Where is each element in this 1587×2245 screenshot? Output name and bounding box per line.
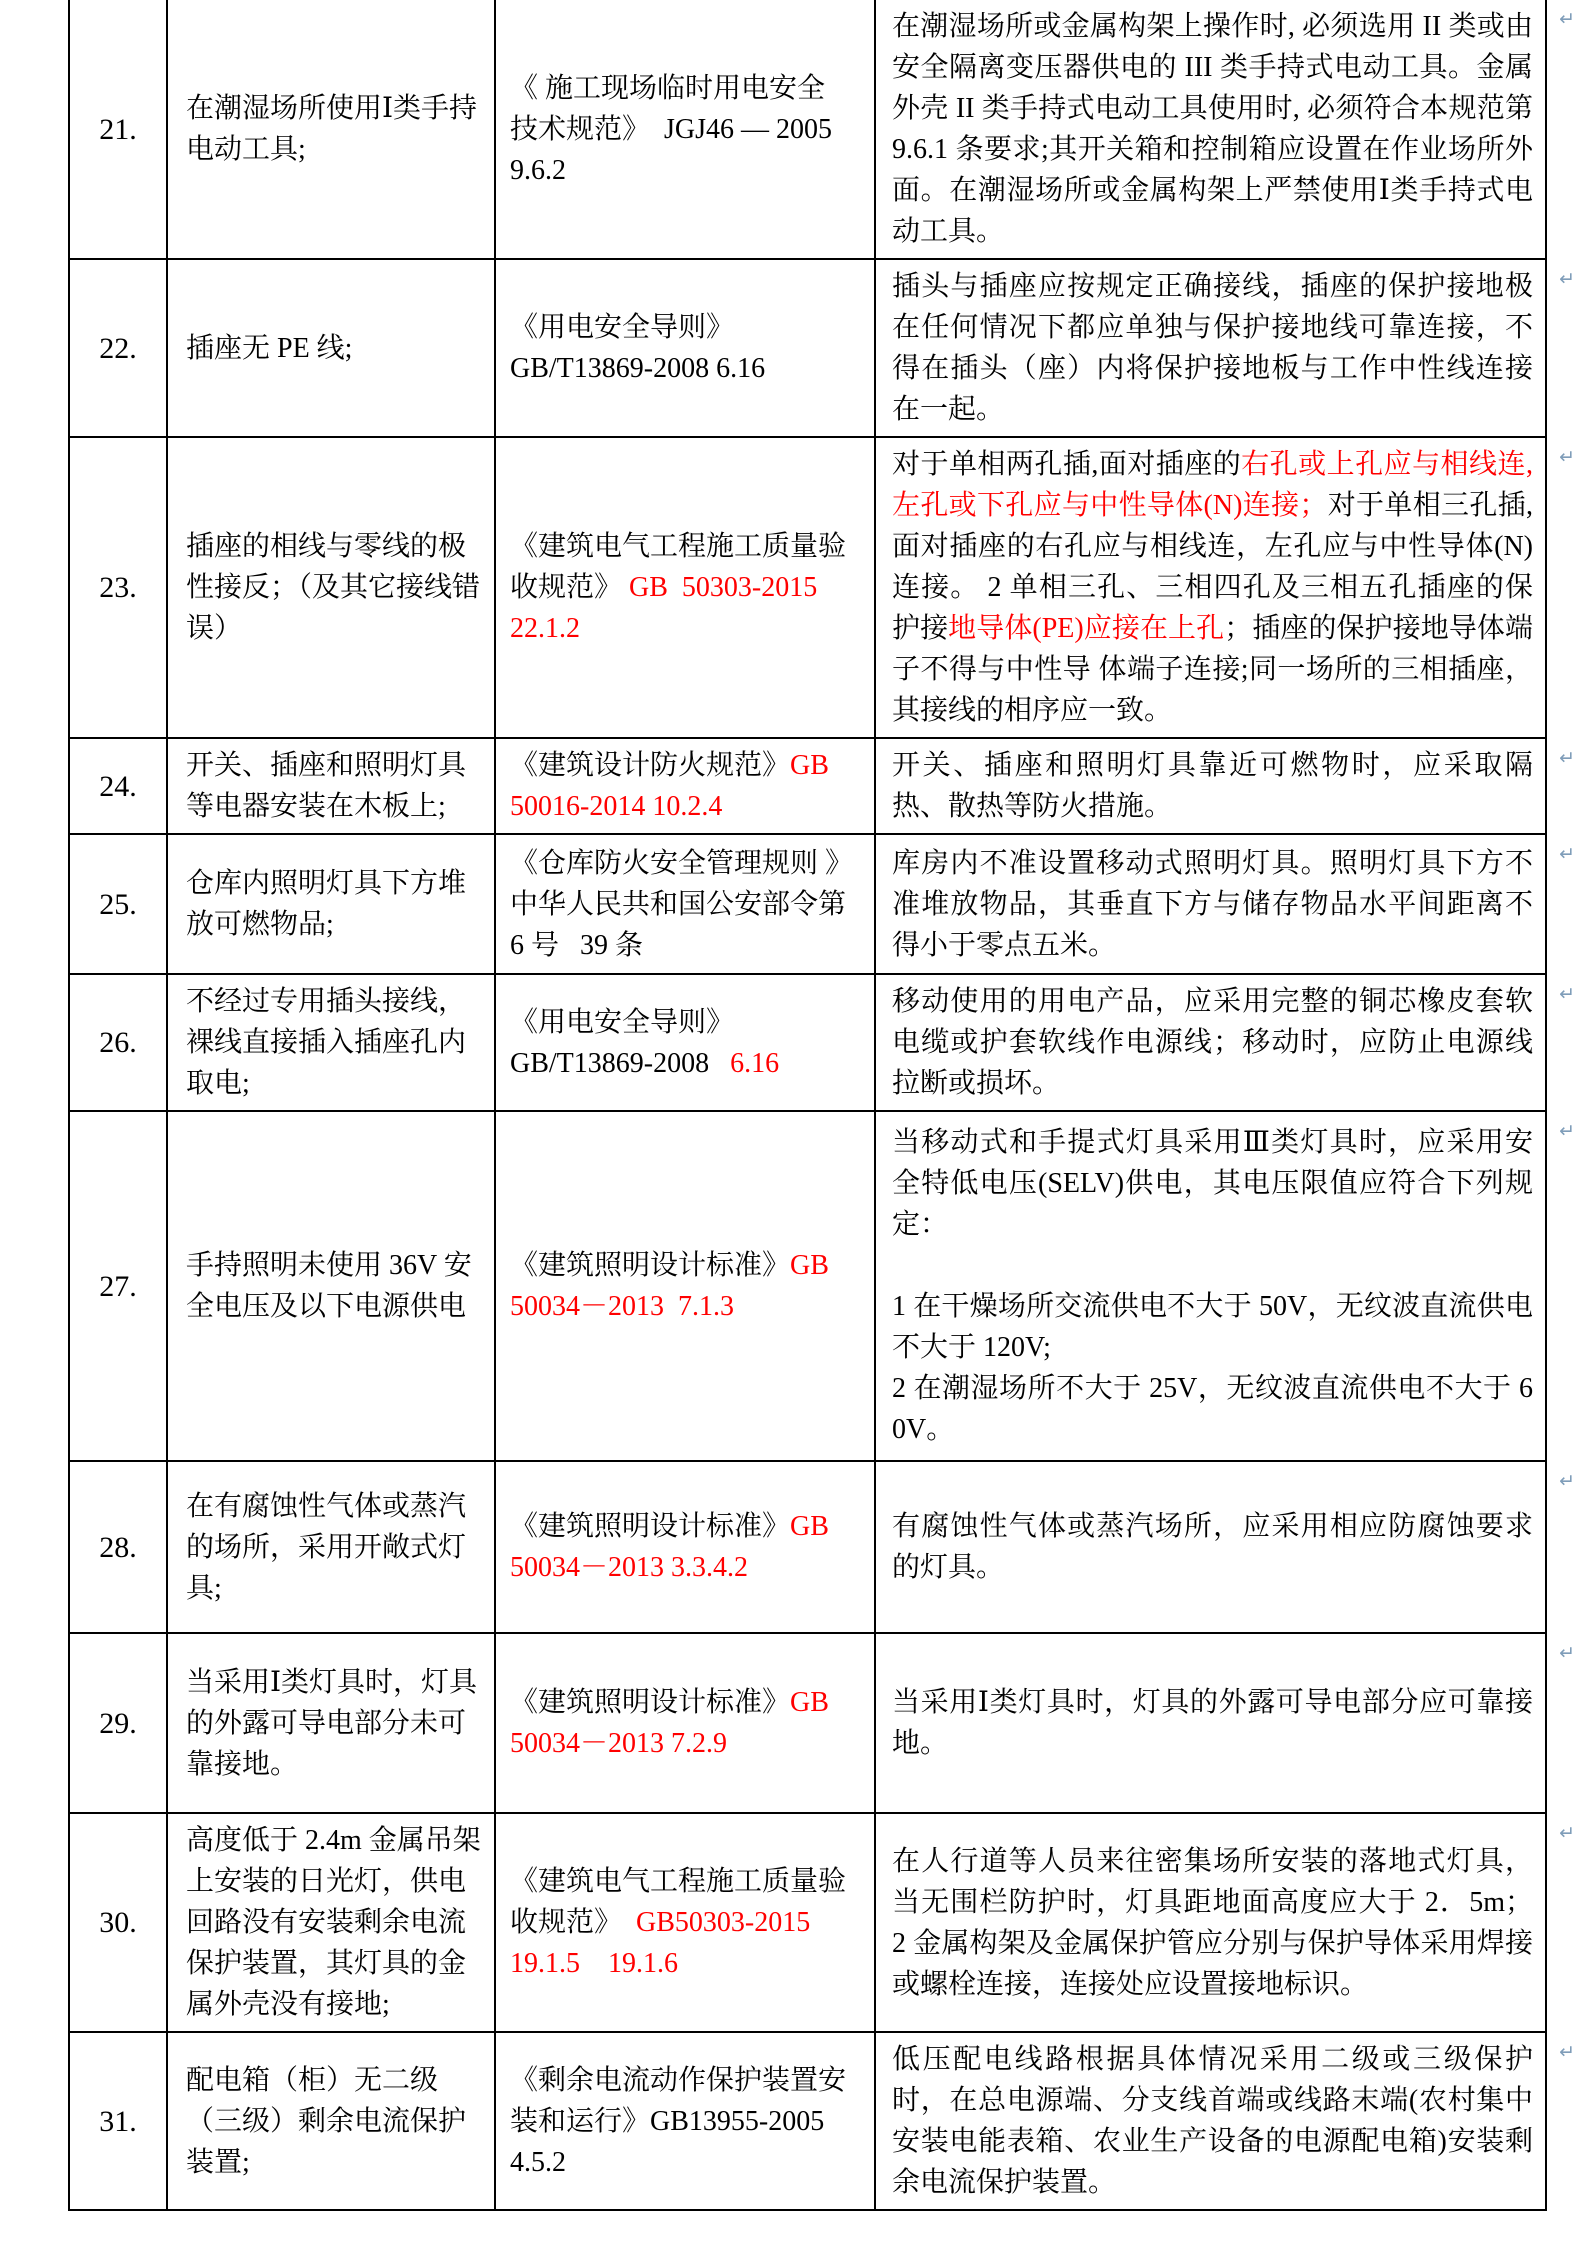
text-segment: 《建筑照明设计标准》 — [510, 1687, 791, 1718]
detail-cell — [875, 0, 1575, 259]
detail-cell — [875, 738, 1575, 834]
regulation-table — [68, 0, 1575, 2211]
paragraph-mark-icon: ↵ — [1559, 1470, 1575, 1492]
reference-cell — [495, 834, 875, 974]
text-segment: 《仓库防火安全管理规则 》 中华人民共和国公安部令第 6 号 39 条 — [510, 847, 854, 961]
highlighted-text: GB 50034－2013 7.1.3 — [510, 1250, 829, 1322]
text-segment: 开关、插座和照明灯具靠近可燃物时，应采取隔热、散热等防火措施。 — [892, 750, 1533, 822]
row-number-cell: 31. — [69, 2032, 167, 2210]
reference-cell — [495, 1111, 875, 1461]
paragraph-mark-icon: ↵ — [1559, 1642, 1575, 1664]
row-number-cell: 30. — [69, 1813, 167, 2032]
highlighted-text: GB 50034－2013 7.2.9 — [510, 1687, 829, 1759]
highlighted-text: GB 50016-2014 10.2.4 — [510, 750, 829, 822]
issue-cell: 开关、插座和照明灯具等电器安装在木板上; — [167, 738, 495, 834]
issue-cell: 仓库内照明灯具下方堆放可燃物品; — [167, 834, 495, 974]
row-number-cell: 25. — [69, 834, 167, 974]
text-segment: 在人行道等人员来往密集场所安装的落地式灯具， 当无围栏防护时，灯具距地面高度应大于 2．5m； 2 金属构架及金属保护管应分别与保护导体采用焊接或螺栓连接，连接处应设置接地标识。 — [892, 1845, 1547, 2000]
issue-cell: 在有腐蚀性气体或蒸汽的场所，采用开敞式灯具; — [167, 1461, 495, 1633]
table-row — [69, 2032, 1546, 2210]
text-segment: ；插座的保护接地导体端子不得与中性导 体端子连接;同一场所的三相插座，其接线的相序应一致。 — [892, 613, 1533, 726]
row-number-cell: 28. — [69, 1461, 167, 1633]
text-segment: 《建筑电气工程施工质量验 收规范》 — [510, 531, 847, 603]
table-row — [69, 834, 1546, 974]
text-segment: 当采用Ⅰ类灯具时，灯具的外露可导电部分应可靠接地。 — [892, 1687, 1533, 1759]
table-row — [69, 974, 1546, 1111]
text-segment: 对于单相两孔插,面对插座的 — [892, 449, 1242, 480]
row-number-cell: 23. — [69, 437, 167, 738]
text-segment: 《 施工现场临时用电安全 技术规范》 JGJ46 — 2005 9.6.2 — [510, 72, 833, 186]
text-segment: 《用电安全导则》 GB/T13869-2008 — [510, 1006, 735, 1079]
table-row — [69, 738, 1546, 834]
row-number-cell: 29. — [69, 1633, 167, 1813]
text-segment: 移动使用的用电产品，应采用完整的铜芯橡皮套软电缆或护套软线作电源线；移动时，应防止电源线拉断或损坏。 — [892, 986, 1533, 1099]
issue-cell: 插座无 PE 线; — [167, 259, 495, 437]
text-segment: 对于单相三孔插,面对插座的右孔应与相线连，左孔应与中性导体(N)连接。 2 单相三孔、三相四孔及三相五孔插座的保护接 — [892, 490, 1533, 644]
text-segment: 《建筑照明设计标准》 — [510, 1511, 791, 1542]
table-row — [69, 1111, 1546, 1461]
highlighted-text: 地导体(PE)应接在上孔 — [948, 613, 1225, 644]
row-number-cell: 21. — [69, 0, 167, 259]
text-segment: 低压配电线路根据具体情况采用二级或三级保护时，在总电源端、分支线首端或线路末端(农村集中安装电能表箱、农业生产设备的电源配电箱)安装剩余电流保护装置。 — [892, 2044, 1533, 2198]
text-segment: 当移动式和手提式灯具采用Ⅲ类灯具时，应采用安全特低电压(SELV)供电，其电压限值应符合下列规定： 1 在干燥场所交流供电不大于 50V，无纹波直流供电不大于 120V; 2 在潮湿场所不大于 25V，无纹波直流供电不大于 60V。 — [892, 1127, 1533, 1445]
detail-cell — [875, 1111, 1575, 1461]
reference-cell — [495, 1813, 875, 2032]
detail-cell — [875, 259, 1575, 437]
text-segment: 《用电安全导则》 GB/T13869-2008 6.16 — [510, 312, 766, 384]
row-number-cell: 24. — [69, 738, 167, 834]
text-segment: 有腐蚀性气体或蒸汽场所，应采用相应防腐蚀要求的灯具。 — [892, 1511, 1533, 1583]
detail-cell — [875, 974, 1575, 1111]
table-row — [69, 437, 1546, 738]
detail-cell — [875, 437, 1575, 738]
text-segment: 《建筑电气工程施工质量验 收规范》 — [510, 1866, 847, 1938]
reference-cell — [495, 1461, 875, 1633]
text-segment: 在潮湿场所或金属构架上操作时, 必须选用 II 类或由安全隔离变压器供电的 III 类手持式电动工具。金属外壳 II 类手持式电动工具使用时, 必须符合本规范第 9.6.1 条要求;其开关箱和控制箱应设置在作业场所外面。在潮湿场所或金属构架上严禁使用Ⅰ类手持式电动工具。 — [892, 11, 1540, 247]
detail-cell — [875, 1633, 1575, 1813]
reference-cell — [495, 738, 875, 834]
detail-cell — [875, 834, 1575, 974]
table-row — [69, 1813, 1546, 2032]
table-row — [69, 1461, 1546, 1633]
row-number-cell: 26. — [69, 974, 167, 1111]
paragraph-mark-icon: ↵ — [1559, 2041, 1575, 2063]
paragraph-mark-icon: ↵ — [1559, 1120, 1575, 1142]
highlighted-text: GB 50034－2013 3.3.4.2 — [510, 1511, 829, 1583]
issue-cell: 手持照明未使用 36V 安全电压及以下电源供电 — [167, 1111, 495, 1461]
table-row — [69, 1633, 1546, 1813]
reference-cell — [495, 2032, 875, 2210]
text-segment: 插头与插座应按规定正确接线，插座的保护接地极在任何情况下都应单独与保护接地线可靠连接，不得在插头（座）内将保护接地板与工作中性线连接在一起。 — [892, 271, 1533, 425]
detail-cell — [875, 1461, 1575, 1633]
reference-cell — [495, 437, 875, 738]
row-number-cell: 22. — [69, 259, 167, 437]
table-row — [69, 259, 1546, 437]
paragraph-mark-icon: ↵ — [1559, 843, 1575, 865]
reference-cell — [495, 0, 875, 259]
table-row — [69, 0, 1546, 259]
paragraph-mark-icon: ↵ — [1559, 1822, 1575, 1844]
paragraph-mark-icon: ↵ — [1559, 747, 1575, 769]
issue-cell: 当采用Ⅰ类灯具时，灯具的外露可导电部分未可靠接地。 — [167, 1633, 495, 1813]
text-segment: 库房内不准设置移动式照明灯具。照明灯具下方不准堆放物品，其垂直下方与储存物品水平间距离不得小于零点五米。 — [892, 847, 1533, 961]
paragraph-mark-icon: ↵ — [1559, 8, 1575, 30]
row-number-cell: 27. — [69, 1111, 167, 1461]
issue-cell: 不经过专用插头接线，裸线直接插入插座孔内取电; — [167, 974, 495, 1111]
highlighted-text: 右孔或上孔应与相线连,左孔或下孔应与中性导体(N)连接； — [892, 449, 1533, 521]
detail-cell — [875, 2032, 1575, 2210]
text-segment: 《剩余电流动作保护装置安 装和运行》GB13955-2005 4.5.2 — [510, 2064, 847, 2178]
detail-cell — [875, 1813, 1575, 2032]
issue-cell: 配电箱（柜）无二级（三级）剩余电流保护装置; — [167, 2032, 495, 2210]
issue-cell: 插座的相线与零线的极性接反；（及其它接线错误） — [167, 437, 495, 738]
regulation-table-body — [69, 0, 1575, 2210]
text-segment: 《建筑照明设计标准》 — [510, 1250, 791, 1281]
reference-cell — [495, 1633, 875, 1813]
highlighted-text: GB 50303-2015 22.1.2 — [510, 572, 818, 644]
issue-cell: 高度低于 2.4m 金属吊架上安装的日光灯，供电回路没有安装剩余电流保护装置，其灯具的金属外壳没有接地; — [167, 1813, 495, 2032]
reference-cell — [495, 974, 875, 1111]
paragraph-mark-icon: ↵ — [1559, 446, 1575, 468]
paragraph-mark-icon: ↵ — [1559, 983, 1575, 1005]
reference-cell — [495, 259, 875, 437]
highlighted-text: 6.16 — [730, 1047, 780, 1079]
highlighted-text: GB50303-2015 19.1.5 19.1.6 — [510, 1907, 811, 1979]
issue-cell: 在潮湿场所使用Ⅰ类手持电动工具; — [167, 0, 495, 259]
paragraph-mark-icon: ↵ — [1559, 268, 1575, 290]
text-segment: 《建筑设计防火规范》 — [510, 750, 791, 781]
